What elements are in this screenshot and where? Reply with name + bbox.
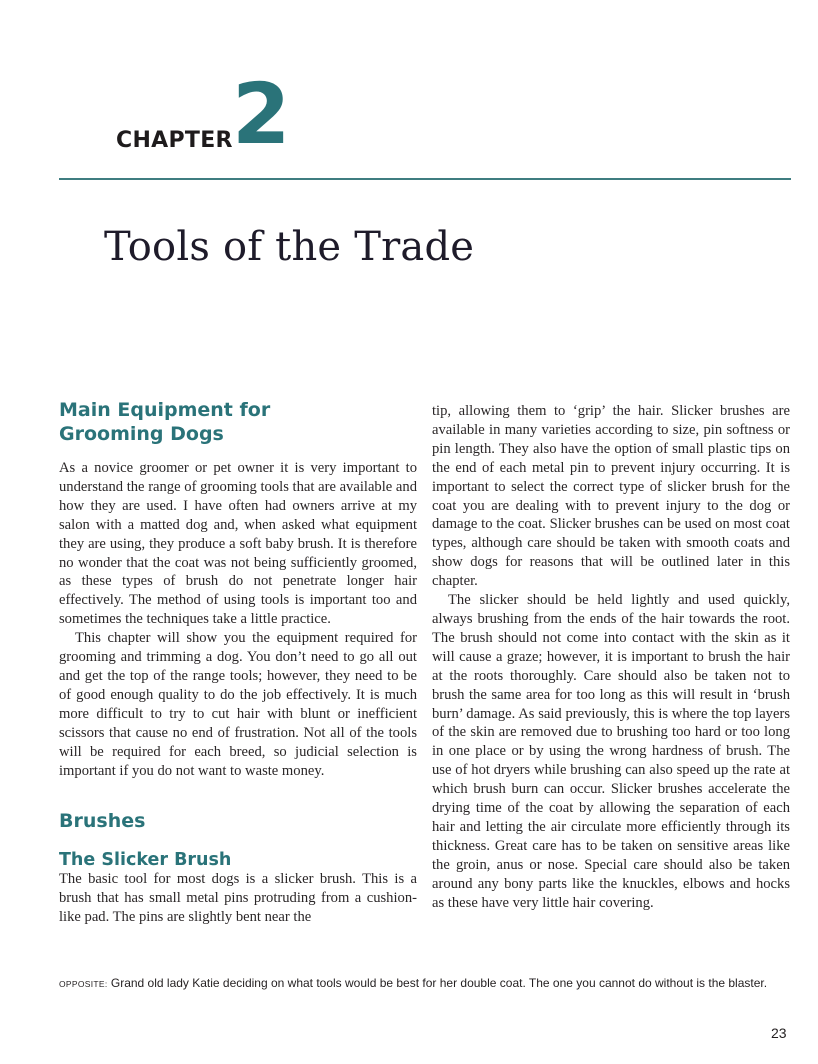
paragraph-intro: As a novice groomer or pet owner it is very important to understand the range of grooming tools that are available and how they are used. I have often had owners arrive at my salon with a matted dog and, when asked what equipment they are using, they produce a soft baby brush. It is therefore no wonder that the coat was not being sufficiently groomed, as these types of brush do not penetrate longer hair effectively. The method of using tools is important too and sometimes the techniques take a little practice. xyxy=(59,460,417,628)
left-column xyxy=(59,398,417,927)
chapter-title: Tools of the Trade xyxy=(104,224,475,270)
paragraph-slicker-usage: The slicker should be held lightly and used quickly, always brushing from the ends of the hair towards the root. The brush should not come into contact with the skin as it will cause a graze; however, it is important to brush the hair at the roots thoroughly. Care should also be taken not to brush the same area for too long as this will result in ‘brush burn’ damage. As said previously, this is where the top layers of the skin are removed due to brushing too hard or too long in one place or by using the wrong hardness of brush. The use of hot dryers while brushing can also speed up the rate at which brush burn can occur. Slicker brushes accelerate the drying time of the coat by allowing the separation of each hair and letting the air circulate more efficiently through its thickness. Great care has to be taken on sensitive areas like the groin, anus or nose. Special care should also be taken around any bony parts like the knuckles, elbows and hocks as these have very little hair covering. xyxy=(432,592,790,911)
caption-lead: OPPOSITE: xyxy=(59,979,108,989)
chapter-divider-rule xyxy=(59,178,791,180)
page-number: 23 xyxy=(771,1025,787,1041)
heading-main-line1: Main Equipment for xyxy=(59,399,271,421)
chapter-label: CHAPTER xyxy=(116,128,233,153)
heading-main-line2: Grooming Dogs xyxy=(59,423,224,445)
heading-main-equipment xyxy=(59,398,417,446)
heading-slicker-brush: The Slicker Brush xyxy=(59,850,232,871)
paragraph-slicker-intro: The basic tool for most dogs is a slicker brush. This is a brush that has small metal pins protruding from a cushion-like pad. The pins are slightly bent near the xyxy=(59,871,417,926)
caption-text: Grand old lady Katie deciding on what tools would be best for her double coat. The one you cannot do without is the blaster. xyxy=(107,976,768,990)
paragraph-chapter-overview: This chapter will show you the equipment required for grooming and trimming a dog. You don’t need to go all out and get the top of the range tools; however, they need to be of good enough quality to do the job effectively. It is much more difficult to try to cut hair with blunt or inefficient scissors that cause no end of frustration. Not all of the tools will be required for each breed, so judicial selection is important if you do not want to waste money. xyxy=(59,630,417,779)
chapter-number: 2 xyxy=(232,65,291,163)
paragraph-slicker-varieties: tip, allowing them to ‘grip’ the hair. Slicker brushes are available in many varieties according to size, pin softness or pin length. They also have the option of small plastic tips on the end of each metal pin to prevent injury occurring. It is important to select the correct type of slicker brush for the coat you are dealing with to prevent injury to the dog or damage to the coat. Slicker brushes can be used on most coat types, although care should be taken with smooth coats and show dogs for reasons that will be outlined later in this chapter. xyxy=(432,403,790,590)
photo-caption xyxy=(59,976,795,992)
heading-brushes: Brushes xyxy=(59,810,146,833)
right-column xyxy=(432,402,790,912)
